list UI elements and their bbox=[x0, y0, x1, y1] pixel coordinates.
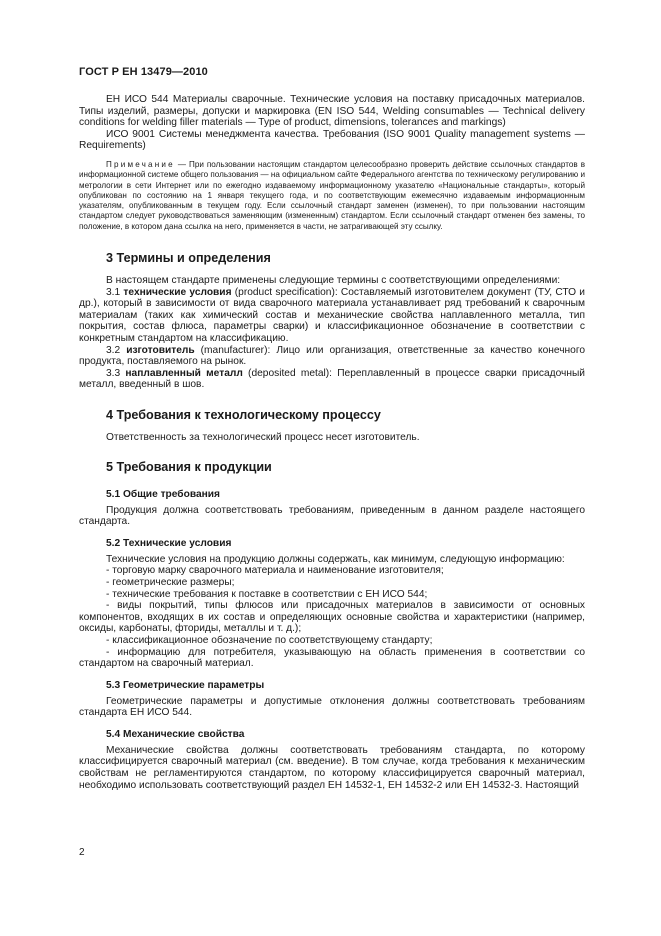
note-label: Примечание bbox=[106, 159, 175, 169]
list-item: - технические требования к поставке в соответствии с ЕН ИСО 544; bbox=[106, 588, 428, 600]
term-name: наплавленный металл bbox=[125, 367, 243, 379]
section-4-title: 4 Требования к технологическому процессу bbox=[106, 407, 381, 422]
reference-iso-544: ЕН ИСО 544 Материалы сварочные. Технические условия на поставку присадочных материалов. Типы изделий, размеры, допуски и маркировка (EN ISO 544, Welding consumables — Technical delivery conditions for welding filler materials — Type of product, dimensions, tolerances and markings) bbox=[79, 94, 585, 129]
term-definition: (product specification): Составляемый изготовителем документ (ТУ, СТО и др.), который в зависимости от вида сварочного материала устанавливает ряд требований к сварочным материалам (таких как химический состав и механические свойства наплавленного металла, тип покрытия, состав флюса, параметры сварки) и классификационное обозначение в соответствии с конкретным стандартом на классификацию. bbox=[79, 286, 585, 345]
reference-iso-9001: ИСО 9001 Системы менеджмента качества. Требования (ISO 9001 Quality management systems — Requirements) bbox=[79, 128, 585, 152]
list-item: - информацию для потребителя, указывающую на область применения в соответствии со стандартом на сварочный материал. bbox=[79, 646, 585, 670]
list-item: - геометрические размеры; bbox=[106, 576, 235, 588]
subsection-5-3-text: Геометрические параметры и допустимые отклонения должны соответствовать требованиям стандарта ЕН ИСО 544. bbox=[79, 695, 585, 719]
term-number: 3.3 bbox=[106, 367, 121, 379]
requirements-list bbox=[79, 565, 585, 669]
term-definition: (deposited metal): Переплавленный в процессе сварки присадочный металл, введенный в шов. bbox=[79, 367, 585, 391]
term-3-1 bbox=[79, 287, 585, 345]
list-item: - классификационное обозначение по соответствующему стандарту; bbox=[106, 634, 433, 646]
term-name: технические условия bbox=[123, 286, 232, 298]
subsection-5-4-title: 5.4 Механические свойства bbox=[106, 728, 245, 740]
page-number: 2 bbox=[79, 847, 85, 858]
term-definition: (manufacturer): Лицо или организация, ответственные за качество конечного продукта, поставляемого на рынок. bbox=[79, 344, 585, 368]
subsection-5-3-title: 5.3 Геометрические параметры bbox=[106, 679, 265, 691]
term-number: 3.2 bbox=[106, 344, 121, 356]
list-item: - торговую марку сварочного материала и наименование изготовителя; bbox=[106, 565, 444, 577]
subsection-5-4-text: Механические свойства должны соответствовать требованиям стандарта, по которому классифицируется сварочный материал (см. введение). В том случае, когда требования к механическим свойствам не регламентируются стандартом, по которому классифицируется сварочный материал, необходимо использовать соответствующий раздел ЕН 14532-1, ЕН 14532-2 или ЕН 14532-3. Настоящий bbox=[79, 744, 585, 791]
section-3-intro: В настоящем стандарте применены следующие термины с соответствующими определениями: bbox=[106, 275, 561, 287]
document-header: ГОСТ Р ЕН 13479—2010 bbox=[79, 66, 208, 78]
term-3-2 bbox=[79, 345, 585, 368]
note-paragraph bbox=[79, 160, 585, 232]
note-text: — При пользовании настоящим стандартом целесообразно проверить действие ссылочных стандартов в информационной системе общего пользования — на официальном сайте Федерального агентства по техническому регулированию и метрологии в сети Интернет или по ежегодно издаваемому информационному указателю «Национальные стандарты», который опубликован по состоянию на 1 января текущего года, и по соответствующим ежемесячно издаваемым информационным указателям, опубликованным в текущем году. Если ссылочный стандарт заменен (изменен), то при пользовании настоящим стандартом следует руководствоваться заменяющим (измененным) стандартом. Если ссылочный стандарт отменен без замены, то положение, в котором дана ссылка на него, применяется в части, не затрагивающей эту ссылку. bbox=[79, 159, 586, 231]
list-item: - виды покрытий, типы флюсов или присадочных материалов в зависимости от основных компонентов, входящих в их состав и определяющих основные свойства и характеристики (например, оксиды, карбонаты, фториды, металлы и т. д.); bbox=[79, 600, 585, 635]
document-body bbox=[79, 94, 585, 791]
subsection-5-2-intro: Технические условия на продукцию должны содержать, как минимум, следующую информацию: bbox=[106, 553, 565, 565]
section-4-text: Ответственность за технологический процесс несет изготовитель. bbox=[106, 431, 420, 443]
term-number: 3.1 bbox=[106, 286, 121, 298]
subsection-5-2-title: 5.2 Технические условия bbox=[106, 537, 232, 549]
section-5-title: 5 Требования к продукции bbox=[106, 459, 272, 474]
section-3-title: 3 Термины и определения bbox=[106, 251, 271, 266]
term-3-3 bbox=[79, 368, 585, 391]
subsection-5-1-title: 5.1 Общие требования bbox=[106, 488, 220, 500]
term-name: изготовитель bbox=[126, 344, 195, 356]
subsection-5-1-text: Продукция должна соответствовать требованиям, приведенным в данном разделе настоящего стандарта. bbox=[79, 504, 585, 528]
